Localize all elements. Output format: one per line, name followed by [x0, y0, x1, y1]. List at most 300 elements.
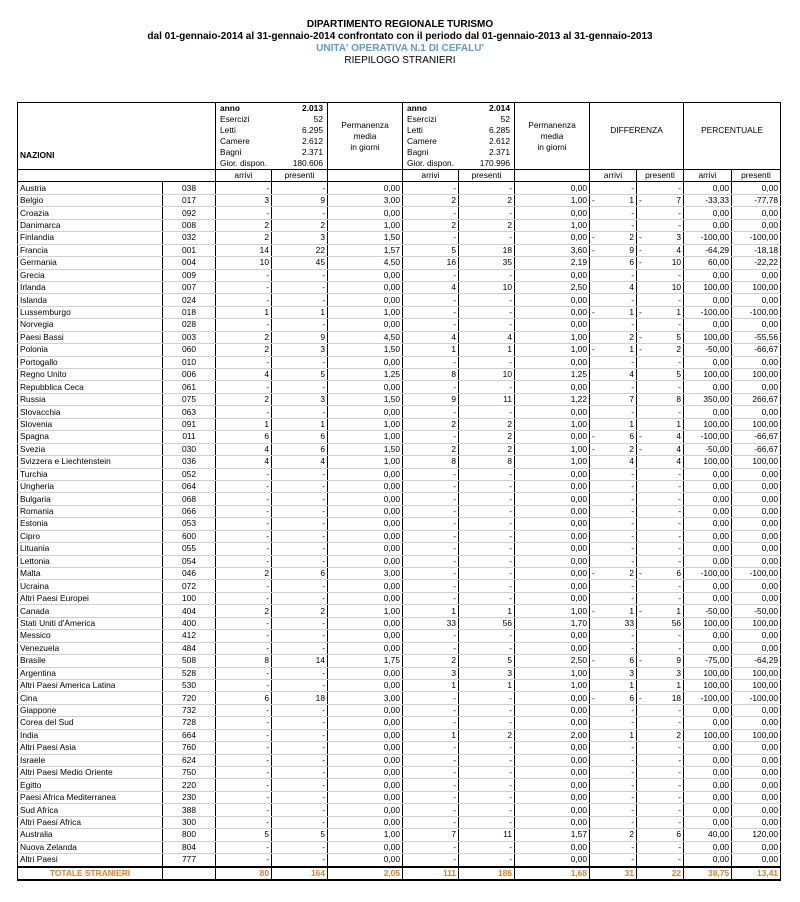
- arrivi-2013: -: [216, 854, 272, 867]
- perc-presenti: 0,00: [732, 319, 781, 331]
- diff-presenti: [637, 344, 684, 356]
- arrivi-2013: 2: [216, 232, 272, 244]
- sign: -: [639, 431, 642, 442]
- permanenza-2013: 0,00: [328, 804, 403, 816]
- arrivi-2014: -: [403, 518, 459, 530]
- presenti-2013: 1: [272, 306, 328, 318]
- sign: -: [639, 307, 642, 318]
- presenti-2014: 4: [459, 331, 515, 343]
- permanenza-2013: 4,50: [328, 331, 403, 343]
- permanenza-2014: 0,00: [515, 854, 590, 867]
- country-name: India: [18, 729, 163, 741]
- value: 4: [676, 443, 682, 454]
- country-name: Romania: [18, 505, 163, 517]
- diff-presenti: [637, 867, 684, 880]
- presenti-2014: -: [459, 568, 515, 580]
- country-code: 006: [163, 369, 216, 381]
- perc-arrivi: 100,00: [684, 617, 732, 629]
- year-a-info: anno 2.013 Esercizi 52 Letti 6.295 Camere 2.612 Bagni 2.371 Gior. dispon. 180.606: [216, 103, 328, 170]
- arrivi-2013: 14: [216, 244, 272, 256]
- value: 3: [676, 667, 682, 678]
- diff-arrivi: [590, 592, 637, 604]
- arrivi-2014: -: [403, 555, 459, 567]
- arrivi-2013: -: [216, 269, 272, 281]
- sign: -: [639, 655, 642, 666]
- permanenza-2013: 0,00: [328, 667, 403, 679]
- diff-arrivi: [590, 692, 637, 704]
- presenti-2013: -: [272, 493, 328, 505]
- country-code: 750: [163, 767, 216, 779]
- diff-presenti: [637, 642, 684, 654]
- permanenza-2013: 1,00: [328, 456, 403, 468]
- perc-arrivi: -75,00: [684, 655, 732, 667]
- country-name: Altri Paesi: [18, 854, 163, 867]
- arrivi-2014: -: [403, 692, 459, 704]
- permanenza-2013: 1,75: [328, 655, 403, 667]
- value: 8: [676, 394, 682, 405]
- presenti-2014: -: [459, 630, 515, 642]
- country-code: 528: [163, 667, 216, 679]
- permanenza-2013: 0,00: [328, 480, 403, 492]
- permanenza-2014: 0,00: [515, 742, 590, 754]
- perc-arrivi: 0,00: [684, 754, 732, 766]
- presenti-2013: -: [272, 319, 328, 331]
- value: -: [631, 468, 634, 479]
- arrivi-2013: -: [216, 555, 272, 567]
- diff-arrivi: [590, 742, 637, 754]
- country-code: 054: [163, 555, 216, 567]
- permanenza-2014: 0,00: [515, 630, 590, 642]
- sign: -: [639, 331, 642, 342]
- presenti-2013: 3: [272, 393, 328, 405]
- arrivi-2014: 2: [403, 194, 459, 206]
- table-row: [18, 505, 781, 517]
- permanenza-2013: 0,00: [328, 854, 403, 867]
- perc-arrivi: 0,00: [684, 717, 732, 729]
- value: -: [631, 593, 634, 604]
- country-name: Russia: [18, 393, 163, 405]
- diff-presenti: [637, 555, 684, 567]
- perc-presenti: 0,00: [732, 816, 781, 828]
- presenti-2013: 5: [272, 369, 328, 381]
- table-row: [18, 493, 781, 505]
- report-period: dal 01-gennaio-2014 al 31-gennaio-2014 confrontato con il periodo dal 01-gennaio-2013 al 31-gennaio-2013: [147, 31, 653, 42]
- arrivi-2014: -: [403, 505, 459, 517]
- differenza-header: DIFFERENZA: [590, 103, 684, 170]
- table-row: [18, 692, 781, 704]
- value: 1: [629, 729, 634, 740]
- country-code: 068: [163, 493, 216, 505]
- arrivi-2013: -: [216, 319, 272, 331]
- diff-arrivi: [590, 518, 637, 530]
- arrivi-2013: 3: [216, 194, 272, 206]
- presenti-2014: -: [459, 841, 515, 853]
- presenti-2014: -: [459, 530, 515, 542]
- permanenza-2013: 0,00: [328, 742, 403, 754]
- value: -: [678, 705, 682, 716]
- diff-arrivi: [590, 381, 637, 393]
- value: -: [631, 269, 634, 280]
- value: -: [678, 207, 682, 218]
- table-row: [18, 679, 781, 691]
- perc-arrivi: -33,33: [684, 194, 732, 206]
- table-row: [18, 655, 781, 667]
- diff-arrivi: [590, 530, 637, 542]
- perc-presenti: -18,18: [732, 244, 781, 256]
- diff-presenti: [637, 804, 684, 816]
- presenti-2013: 164: [272, 867, 328, 880]
- diff-arrivi: [590, 580, 637, 592]
- presenti-2014: 18: [459, 244, 515, 256]
- presenti-2013: 5: [272, 829, 328, 841]
- arrivi-2014: 16: [403, 257, 459, 269]
- diff-presenti: [637, 257, 684, 269]
- country-code: 075: [163, 393, 216, 405]
- arrivi-2014: -: [403, 530, 459, 542]
- table-row: [18, 219, 781, 231]
- arrivi-2014: -: [403, 182, 459, 194]
- value: -: [678, 767, 682, 778]
- diff-arrivi: [590, 331, 637, 343]
- value: 10: [671, 257, 682, 268]
- perc-presenti: 100,00: [732, 617, 781, 629]
- arrivi-2014: -: [403, 816, 459, 828]
- perc-arrivi: -100,00: [684, 306, 732, 318]
- diff-presenti: [637, 667, 684, 679]
- presenti-2014: -: [459, 767, 515, 779]
- country-code: 220: [163, 779, 216, 791]
- diff-arrivi: [590, 754, 637, 766]
- value: -: [631, 792, 634, 803]
- permanenza-2013: 0,00: [328, 493, 403, 505]
- diff-presenti: [637, 580, 684, 592]
- permanenza-2014: 0,00: [515, 505, 590, 517]
- diff-arrivi: [590, 194, 637, 206]
- sign: -: [592, 605, 595, 616]
- arrivi-2013: -: [216, 679, 272, 691]
- diff-presenti: [637, 232, 684, 244]
- sign: -: [592, 344, 595, 355]
- perc-arrivi: 0,00: [684, 219, 732, 231]
- permanenza-2013: 0,00: [328, 630, 403, 642]
- country-name: Ucraina: [18, 580, 163, 592]
- permanenza-2013: 0,00: [328, 319, 403, 331]
- presenti-2014: 2: [459, 194, 515, 206]
- presenti-2013: -: [272, 480, 328, 492]
- value: -: [631, 854, 634, 865]
- table-row: [18, 406, 781, 418]
- presenti-2014: -: [459, 182, 515, 194]
- sign: -: [592, 244, 595, 255]
- diff-arrivi: [590, 655, 637, 667]
- country-code: 052: [163, 468, 216, 480]
- country-name: Argentina: [18, 667, 163, 679]
- presenti-2014: 2: [459, 431, 515, 443]
- diff-presenti: [637, 518, 684, 530]
- permanenza-2013: 0,00: [328, 281, 403, 293]
- permanenza-2013: 1,00: [328, 431, 403, 443]
- perc-arrivi: 0,00: [684, 854, 732, 867]
- value: 1: [676, 418, 682, 429]
- presenti-2014: 11: [459, 829, 515, 841]
- arrivi-2014: -: [403, 294, 459, 306]
- arrivi-2013: -: [216, 804, 272, 816]
- permanenza-2013: 0,00: [328, 269, 403, 281]
- permanenza-2014: 1,00: [515, 443, 590, 455]
- permanenza-2014: 0,00: [515, 804, 590, 816]
- diff-arrivi: [590, 729, 637, 741]
- value: 1: [629, 418, 634, 429]
- permanenza-2014: 1,00: [515, 418, 590, 430]
- arrivi-2014: -: [403, 543, 459, 555]
- table-row: [18, 257, 781, 269]
- value: 2: [629, 443, 634, 454]
- table-row: [18, 530, 781, 542]
- value: -: [631, 580, 634, 591]
- arrivi-2013: 5: [216, 829, 272, 841]
- perc-arrivi: 0,00: [684, 530, 732, 542]
- permanenza-2014: 0,00: [515, 704, 590, 716]
- sign: -: [592, 655, 595, 666]
- perc-arrivi: 0,00: [684, 841, 732, 853]
- diff-presenti: [637, 182, 684, 194]
- perc-arrivi: -50,00: [684, 605, 732, 617]
- value: 22: [671, 867, 682, 878]
- table-row: [18, 244, 781, 256]
- country-code: 400: [163, 617, 216, 629]
- diff-presenti: [637, 592, 684, 604]
- perc-arrivi: 0,00: [684, 381, 732, 393]
- sign: -: [592, 443, 595, 454]
- arrivi-2013: -: [216, 530, 272, 542]
- permanenza-2014: 0,00: [515, 816, 590, 828]
- value: 6: [629, 655, 634, 666]
- perc-presenti: -55,56: [732, 331, 781, 343]
- country-code: 004: [163, 257, 216, 269]
- country-code: 624: [163, 754, 216, 766]
- sign: -: [639, 195, 642, 206]
- table-row: [18, 518, 781, 530]
- country-name: Corea del Sud: [18, 717, 163, 729]
- permanenza-2013: 0,00: [328, 679, 403, 691]
- arrivi-2014: 7: [403, 829, 459, 841]
- diff-arrivi: [590, 642, 637, 654]
- perc-presenti: -64,29: [732, 655, 781, 667]
- country-code: 720: [163, 692, 216, 704]
- presenti-2014: -: [459, 580, 515, 592]
- permanenza-2014: 2,19: [515, 257, 590, 269]
- table-row: [18, 630, 781, 642]
- value: -: [631, 804, 634, 815]
- perc-arrivi: 0,00: [684, 319, 732, 331]
- value: 1: [629, 605, 634, 616]
- presenti-2014: -: [459, 306, 515, 318]
- arrivi-2014: -: [403, 232, 459, 244]
- country-name: Lituania: [18, 543, 163, 555]
- perc-presenti: 0,00: [732, 381, 781, 393]
- perc-arrivi: -50,00: [684, 344, 732, 356]
- country-code: 664: [163, 729, 216, 741]
- country-code: 600: [163, 530, 216, 542]
- diff-arrivi: [590, 568, 637, 580]
- country-code: 728: [163, 717, 216, 729]
- diff-presenti: [637, 729, 684, 741]
- table-row: [18, 729, 781, 741]
- arrivi-2013: -: [216, 779, 272, 791]
- perc-arrivi: 0,00: [684, 742, 732, 754]
- arrivi-2014: -: [403, 630, 459, 642]
- perc-arrivi: 0,00: [684, 207, 732, 219]
- permanenza-2014: 0,00: [515, 493, 590, 505]
- perc-arrivi: 0,00: [684, 518, 732, 530]
- permanenza-2013: 0,00: [328, 779, 403, 791]
- permanenza-2014: 0,00: [515, 555, 590, 567]
- presenti-2014: -: [459, 804, 515, 816]
- permanenza-2014: 0,00: [515, 568, 590, 580]
- arrivi-2013: -: [216, 406, 272, 418]
- permanenza-2013: 0,00: [328, 356, 403, 368]
- presenti-2014: -: [459, 717, 515, 729]
- permanenza-2013: 0,00: [328, 406, 403, 418]
- table-row: [18, 742, 781, 754]
- country-code: 800: [163, 829, 216, 841]
- permanenza-2013: 0,00: [328, 555, 403, 567]
- value: -: [631, 543, 634, 554]
- country-code: 732: [163, 704, 216, 716]
- permanenza-header-a: Permanenza media in giorni: [328, 103, 403, 170]
- permanenza-2013: 2,05: [328, 867, 403, 880]
- perc-presenti: -100,00: [732, 306, 781, 318]
- arrivi-2014: -: [403, 717, 459, 729]
- country-name: Slovacchia: [18, 406, 163, 418]
- presenti-2014: -: [459, 505, 515, 517]
- diff-presenti: [637, 493, 684, 505]
- presenti-2013: -: [272, 779, 328, 791]
- value: 6: [629, 692, 634, 703]
- arrivi-2013: 2: [216, 393, 272, 405]
- diff-arrivi: [590, 767, 637, 779]
- perc-arrivi: 40,00: [684, 829, 732, 841]
- permanenza-2014: 1,25: [515, 369, 590, 381]
- permanenza-2013: 0,00: [328, 729, 403, 741]
- perc-presenti: 0,00: [732, 356, 781, 368]
- subheader-row: arrivi presenti arrivi presenti arrivi presenti arrivi presenti: [18, 170, 781, 182]
- country-name: Svizzera e Liechtenstein: [18, 456, 163, 468]
- arrivi-2014: -: [403, 493, 459, 505]
- country-name: Croazia: [18, 207, 163, 219]
- value: -: [631, 219, 634, 230]
- table-row: [18, 804, 781, 816]
- country-code: 530: [163, 679, 216, 691]
- arrivi-2013: -: [216, 791, 272, 803]
- permanenza-2014: 0,00: [515, 692, 590, 704]
- diff-arrivi: [590, 841, 637, 853]
- diff-presenti: [637, 841, 684, 853]
- presenti-2014: -: [459, 269, 515, 281]
- country-code: 508: [163, 655, 216, 667]
- permanenza-2014: 1,00: [515, 667, 590, 679]
- sign: -: [639, 344, 642, 355]
- diff-presenti: [637, 692, 684, 704]
- perc-arrivi: 0,00: [684, 630, 732, 642]
- perc-presenti: 0,00: [732, 182, 781, 194]
- nazioni-header: NAZIONI: [18, 103, 216, 170]
- perc-presenti: 0,00: [732, 294, 781, 306]
- value: -: [631, 530, 634, 541]
- value: -: [678, 779, 682, 790]
- value: -: [631, 767, 634, 778]
- permanenza-2013: 0,00: [328, 207, 403, 219]
- arrivi-2013: -: [216, 207, 272, 219]
- value: -: [678, 841, 682, 852]
- arrivi-2013: 1: [216, 418, 272, 430]
- permanenza-2014: 1,00: [515, 219, 590, 231]
- country-code: 072: [163, 580, 216, 592]
- permanenza-2014: 1,00: [515, 344, 590, 356]
- arrivi-2013: -: [216, 356, 272, 368]
- perc-presenti: 0,00: [732, 841, 781, 853]
- country-name: Stati Uniti d'America: [18, 617, 163, 629]
- value: 6: [676, 829, 682, 840]
- arrivi-2013: -: [216, 729, 272, 741]
- arrivi-2014: 2: [403, 418, 459, 430]
- permanenza-2014: 0,00: [515, 232, 590, 244]
- perc-presenti: -66,67: [732, 344, 781, 356]
- diff-arrivi: [590, 468, 637, 480]
- presenti-2014: 5: [459, 655, 515, 667]
- presenti-2014: 1: [459, 344, 515, 356]
- table-row: [18, 194, 781, 206]
- perc-presenti: 0,00: [732, 642, 781, 654]
- permanenza-2014: 0,00: [515, 530, 590, 542]
- country-name: Nuova Zelanda: [18, 841, 163, 853]
- value: 4: [676, 431, 682, 442]
- diff-presenti: [637, 269, 684, 281]
- arrivi-2014: -: [403, 754, 459, 766]
- country-name: Israele: [18, 754, 163, 766]
- value: 2: [629, 331, 634, 342]
- table-row: [18, 754, 781, 766]
- country-name: Regno Unito: [18, 369, 163, 381]
- report-unit: UNITA' OPERATIVA N.1 DI CEFALU': [316, 43, 484, 54]
- country-code: 063: [163, 406, 216, 418]
- arrivi-2014: -: [403, 791, 459, 803]
- perc-presenti: 0,00: [732, 480, 781, 492]
- permanenza-2014: 3,60: [515, 244, 590, 256]
- report-table: [17, 102, 781, 881]
- country-name: Islanda: [18, 294, 163, 306]
- country-code: 777: [163, 854, 216, 867]
- presenti-2013: -: [272, 717, 328, 729]
- presenti-2013: -: [272, 468, 328, 480]
- permanenza-2014: 0,00: [515, 642, 590, 654]
- country-name: Paesi Africa Mediterranea: [18, 791, 163, 803]
- presenti-2013: -: [272, 505, 328, 517]
- country-name: Danimarca: [18, 219, 163, 231]
- perc-arrivi: 0,00: [684, 468, 732, 480]
- country-code: 053: [163, 518, 216, 530]
- country-code: 300: [163, 816, 216, 828]
- country-code: 024: [163, 294, 216, 306]
- value: 1: [676, 307, 682, 318]
- arrivi-2014: 3: [403, 667, 459, 679]
- permanenza-2014: 0,00: [515, 592, 590, 604]
- diff-presenti: [637, 742, 684, 754]
- value: 3: [629, 667, 634, 678]
- perc-arrivi: 0,00: [684, 269, 732, 281]
- table-row: [18, 717, 781, 729]
- presenti-2013: -: [272, 580, 328, 592]
